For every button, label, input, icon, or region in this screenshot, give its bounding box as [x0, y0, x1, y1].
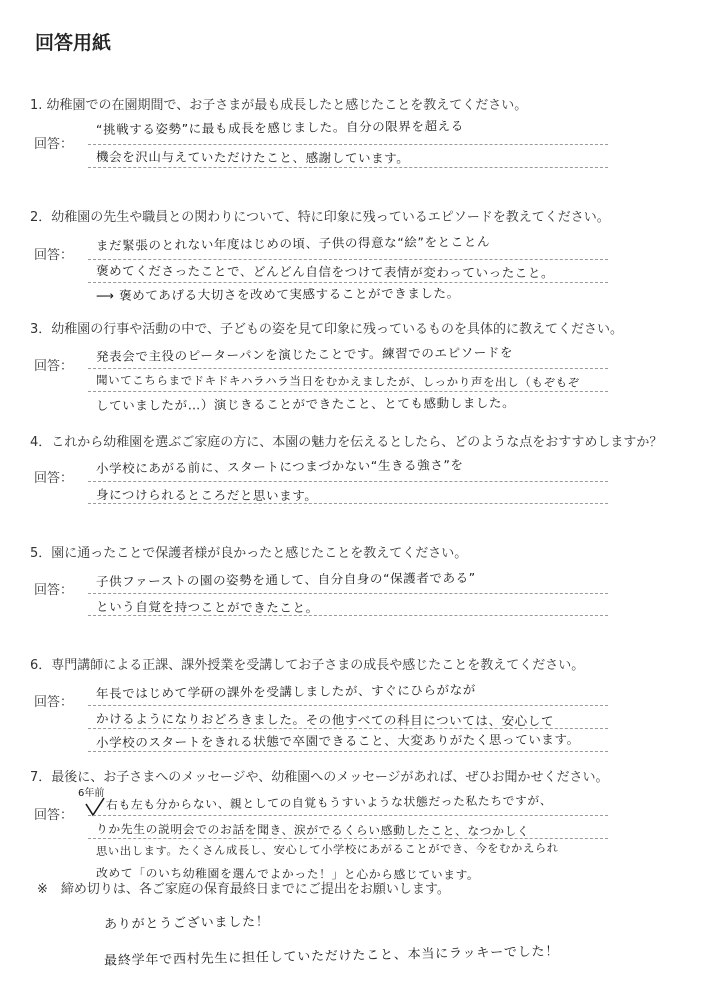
answer-rule	[88, 838, 608, 839]
answer-rule	[88, 815, 608, 816]
answer-label-6: 回答：	[34, 695, 74, 710]
answer-rule	[88, 391, 608, 392]
answer-6-line-2: かけるようになりおどろきました。その他すべての科目については、安心して	[95, 711, 555, 729]
answer-7-line-4: 改めて「のいち幼稚園を選んでよかった！」と心から感じています。	[95, 866, 480, 883]
answer-label-2: 回答：	[34, 248, 74, 263]
answer-7-line-3: 思い出します。たくさん成長し、安心して小学校にあがることができ、今をむかえられ	[95, 841, 559, 858]
answer-rule	[88, 593, 608, 594]
answer-2-line-1: まだ緊張のとれない年度はじめの頃、子供の得意な“絵”をとことん	[95, 233, 491, 253]
answer-4-line-1: 小学校にあがる前に、スタートにつまづかない“生きる強さ”を	[95, 457, 464, 476]
answer-5-line-2: という自覚を持つことができたこと。	[95, 599, 319, 616]
answer-5-line-1: 子供ファーストの園の姿勢を通して、自分自身の“保護者である”	[95, 570, 476, 589]
answer-1-line-2: 機会を沢山与えていただけたこと、感謝しています。	[95, 149, 410, 166]
question-5: 5．園に通ったことで保護者様が良かったと感じたことを教えてください。	[30, 546, 468, 561]
answer-4-line-2: 身につけられるところだと思います。	[95, 487, 318, 504]
answer-label-5: 回答：	[34, 583, 74, 598]
answer-rule	[88, 167, 608, 168]
closing-line-1: ありがとうございました！	[103, 914, 270, 933]
answer-rule	[88, 481, 608, 482]
answer-rule	[88, 503, 608, 504]
question-7: 7．最後に、お子さまへのメッセージや、幼稚園へのメッセージがあれば、ぜひお聞かせください。	[30, 770, 609, 785]
answer-3-line-1: 発表会で主役のピーターパンを演じたことです。練習でのエピソードを	[95, 344, 514, 364]
question-3: 3．幼稚園の行事や活動の中で、子どもの姿を見て印象に残っているものを具体的に教えてください。	[30, 322, 624, 337]
answer-label-1: 回答：	[34, 137, 74, 152]
answer-rule	[88, 615, 608, 616]
question-2: 2．幼稚園の先生や職員との関わりについて、特に印象に残っているエピソードを教えてください。	[30, 210, 610, 225]
answer-3-line-2: 聞いてこちらまでドキドキハラハラ当日をむかえましたが、しっかり声を出し（もぞもぞ	[95, 373, 580, 390]
answer-rule	[88, 705, 608, 706]
answer-rule	[88, 751, 608, 752]
closing-line-2: 最終学年で西村先生に担任していただけたこと、本当にラッキーでした！	[103, 944, 560, 969]
answer-label-3: 回答：	[34, 359, 74, 374]
answer-2-line-3: ⟶ 褒めてあげる大切さを改めて実感することができました。	[95, 285, 460, 303]
page-title: 回答用紙	[35, 32, 112, 54]
answer-2-line-2: 褒めてくださったことで、どんどん自信をつけて表情が変わっていったこと。	[95, 263, 555, 281]
question-1: 1. 幼稚園での在園期間で、お子さまが最も成長したと感じたことを教えてください。	[30, 98, 528, 113]
answer-rule	[88, 368, 608, 369]
answer-rule	[88, 282, 608, 283]
margin-mark: 6年前	[78, 788, 105, 799]
answer-6-line-1: 年長ではじめて学研の課外を受講しましたが、すぐにひらがなが	[95, 682, 476, 701]
footnote: ※ 締め切りは、各ご家庭の保育最終日までにご提出をお願いします。	[37, 882, 450, 897]
answer-6-line-3: 小学校のスタートをきれる状態で卒園できること、大変ありがたく思っています。	[95, 731, 580, 750]
answer-7-line-2: りか先生の説明会でのお話を聞き、涙がでるくらい感動したこと、なつかしく	[95, 822, 530, 839]
answer-7-line-1: 右も左も分からない、親としての自覚もうすいような状態だった私たちですが、	[105, 793, 553, 812]
question-6: 6．専門講師による正課、課外授業を受講してお子さまの成長や感じたことを教えてください。	[30, 658, 585, 673]
answer-1-line-1: “挑戦する姿勢”に最も成長を感じました。自分の限界を超える	[95, 118, 464, 137]
answer-3-line-3: していましたが…）演じきることができたこと、とても感動しました。	[95, 395, 516, 413]
answer-label-4: 回答：	[34, 471, 74, 486]
answer-rule	[88, 144, 608, 145]
answer-rule	[88, 728, 608, 729]
question-4: 4．これから幼稚園を選ぶご家庭の方に、本園の魅力を伝えるとしたら、どのような点をおすすめしますか？	[30, 435, 663, 450]
answer-label-7: 回答：	[34, 808, 74, 823]
answer-rule	[88, 259, 608, 260]
